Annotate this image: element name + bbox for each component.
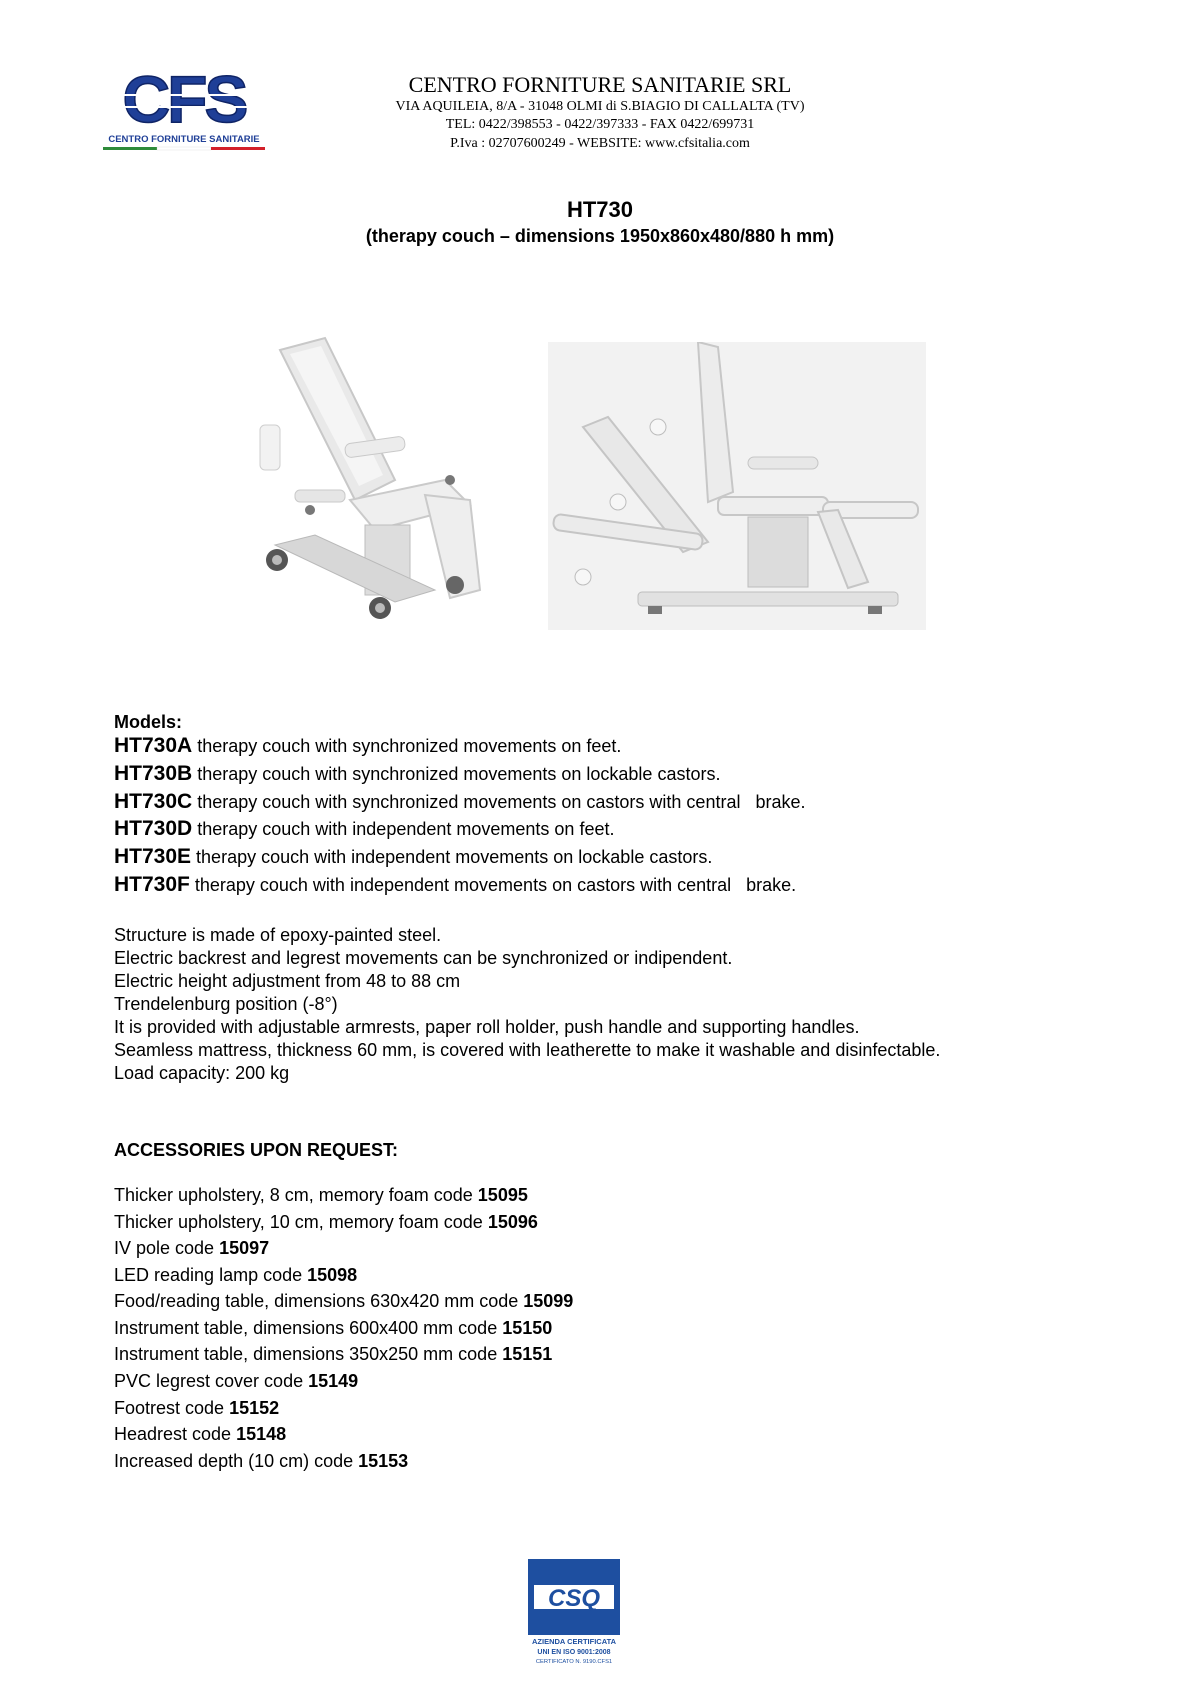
accessory-code: 15149 — [308, 1371, 359, 1391]
accessory-item — [114, 1398, 279, 1419]
model-item — [114, 817, 614, 841]
model-code: HT730D — [114, 817, 193, 840]
description-line: Load capacity: 200 kg — [114, 1063, 290, 1083]
accessory-item — [114, 1265, 357, 1286]
accessory-code: 15096 — [487, 1212, 538, 1232]
description-line: Trendelenburg position (-8°) — [114, 994, 338, 1014]
model-code: HT730F — [114, 873, 190, 896]
accessory-item — [114, 1212, 538, 1233]
csq-line-2: UNI EN ISO 9001:2008 — [537, 1649, 611, 1656]
model-description: therapy couch with independent movements on lockable castors. — [191, 847, 713, 867]
accessory-item — [114, 1291, 573, 1312]
accessory-item — [114, 1318, 552, 1339]
model-item — [114, 790, 806, 814]
accessory-name: Instrument table, dimensions 350x250 mm code — [114, 1344, 503, 1364]
model-description: therapy couch with synchronized movements on feet. — [192, 736, 622, 756]
accessory-code: 15151 — [502, 1344, 553, 1364]
accessory-name: Footrest code — [114, 1398, 230, 1418]
therapy-couch-photo — [255, 330, 525, 630]
csq-logo-text: CSQ — [547, 1585, 601, 1612]
accessory-name: Thicker upholstery, 10 cm, memory foam code — [114, 1212, 488, 1232]
model-item — [114, 845, 712, 869]
accessory-code: 15152 — [229, 1398, 280, 1418]
description-line: Structure is made of epoxy-painted steel. — [114, 925, 442, 945]
accessory-item — [114, 1185, 528, 1206]
models-heading: Models: — [114, 712, 183, 732]
accessory-item — [114, 1344, 552, 1365]
product-subtitle: (therapy couch – dimensions 1950x860x480/880 h mm) — [365, 226, 835, 246]
description-line: It is provided with adjustable armrests, paper roll holder, push handle and supporting handles. — [114, 1017, 860, 1037]
cfs-logo-subtext: CENTRO FORNITURE SANITARIE — [108, 134, 260, 145]
accessory-item — [114, 1424, 286, 1445]
accessory-item — [114, 1451, 408, 1472]
accessory-name: Increased depth (10 cm) code — [114, 1451, 359, 1471]
accessory-name: LED reading lamp code — [114, 1265, 308, 1285]
product-title: HT730 — [566, 197, 634, 222]
csq-certification-logo — [528, 1559, 620, 1667]
model-item — [114, 873, 796, 897]
accessory-code: 15150 — [502, 1318, 553, 1338]
model-code: HT730A — [114, 734, 193, 757]
model-description: therapy couch with synchronized movements on lockable castors. — [192, 764, 721, 784]
accessory-name: Food/reading table, dimensions 630x420 mm code — [114, 1291, 524, 1311]
therapy-couch-positions-photo — [548, 342, 926, 630]
model-description: therapy couch with independent movements on feet. — [192, 819, 615, 839]
accessory-item — [114, 1371, 358, 1392]
model-code: HT730E — [114, 845, 192, 868]
csq-line-1: AZIENDA CERTIFICATA — [531, 1637, 617, 1646]
cfs-logo-text: CFS — [122, 70, 246, 136]
accessories-heading: ACCESSORIES UPON REQUEST: — [114, 1140, 399, 1160]
company-vat-website: P.Iva : 02707600249 - WEBSITE: www.cfsitalia.com — [450, 136, 750, 151]
csq-line-3: CERTIFICATO N. 9190.CFS1 — [535, 1659, 613, 1665]
accessory-name: Headrest code — [114, 1424, 237, 1444]
accessory-name: IV pole code — [114, 1238, 220, 1258]
model-description: therapy couch with synchronized movements on castors with central brake. — [192, 792, 806, 812]
description-line: Electric backrest and legrest movements can be synchronized or indipendent. — [114, 948, 733, 968]
model-description: therapy couch with independent movements on castors with central brake. — [189, 875, 797, 895]
model-code: HT730C — [114, 790, 193, 813]
model-code: HT730B — [114, 762, 193, 785]
accessory-code: 15148 — [236, 1424, 287, 1444]
accessory-code: 15098 — [307, 1265, 358, 1285]
accessory-code: 15095 — [477, 1185, 528, 1205]
model-item — [114, 734, 621, 758]
accessory-code: 15099 — [523, 1291, 574, 1311]
company-name: CENTRO FORNITURE SANITARIE SRL — [408, 72, 792, 97]
company-phone: TEL: 0422/398553 - 0422/397333 - FAX 0422/699731 — [445, 117, 755, 132]
accessory-code: 15097 — [219, 1238, 270, 1258]
description-line: Electric height adjustment from 48 to 88 cm — [114, 971, 461, 991]
accessory-name: Instrument table, dimensions 600x400 mm code — [114, 1318, 503, 1338]
accessory-item — [114, 1238, 269, 1259]
accessory-code: 15153 — [358, 1451, 409, 1471]
accessory-name: Thicker upholstery, 8 cm, memory foam code — [114, 1185, 478, 1205]
description-line: Seamless mattress, thickness 60 mm, is covered with leatherette to make it washable and disinfectable. — [114, 1040, 941, 1060]
model-item — [114, 762, 720, 786]
company-address: VIA AQUILEIA, 8/A - 31048 OLMI di S.BIAGIO DI CALLALTA (TV) — [395, 99, 805, 114]
cfs-logo — [100, 70, 268, 156]
accessory-name: PVC legrest cover code — [114, 1371, 309, 1391]
